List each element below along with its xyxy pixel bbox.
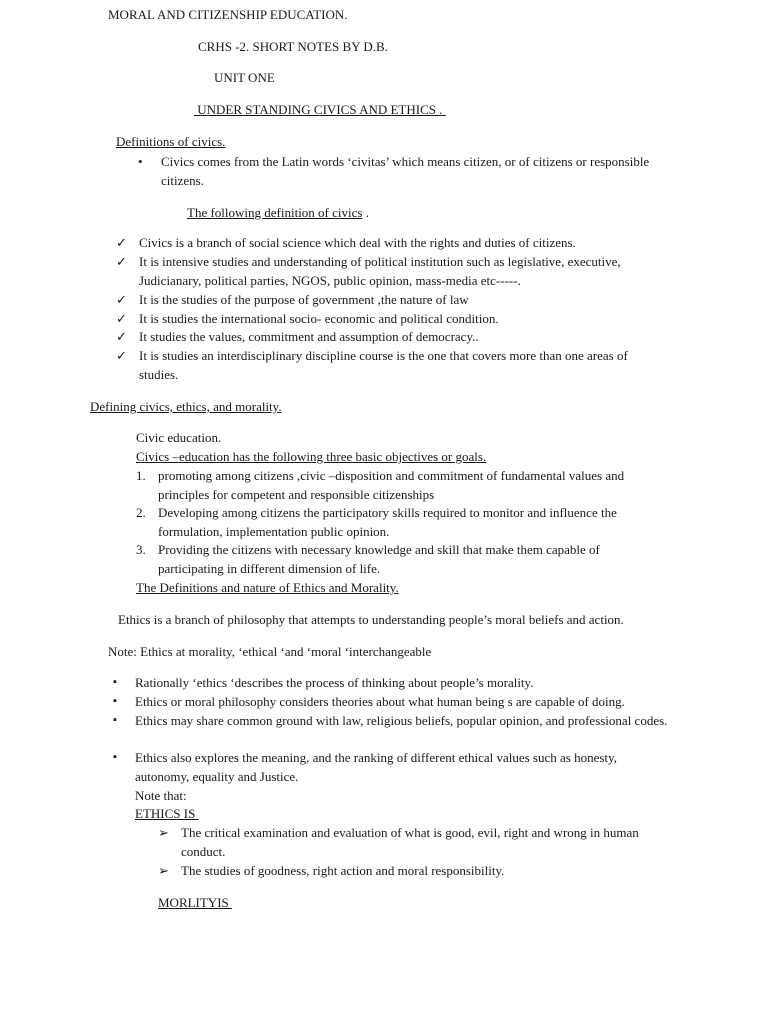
note-that-label: Note that:	[135, 788, 187, 803]
checkmark-icon: ✓	[116, 292, 127, 307]
bullet-icon: •	[138, 154, 143, 169]
ethics-is-text: The critical examination and evaluation of what is good, evil, right and wrong in human conduct.	[181, 825, 639, 859]
morality-heading: MORLITYIS	[158, 895, 233, 910]
ethics-item-text: Ethics may share common ground with law, religious beliefs, popular opinion, and professional codes.	[135, 713, 668, 728]
arrow-bullet-icon: ➢	[158, 825, 169, 840]
civic-education-label: Civic education.	[136, 430, 222, 445]
ethics-item-text: Rationally ‘ethics ‘describes the process of thinking about people’s morality.	[135, 675, 534, 690]
checkmark-icon: ✓	[116, 254, 127, 269]
unit-label: UNIT ONE	[214, 70, 275, 85]
following-heading	[187, 203, 369, 222]
check-item-text: It is intensive studies and understanding of political institution such as legislative, executive, Judicianary, political parties, NGOS, public opinion, mass-media etc-----.	[139, 254, 621, 288]
ethics-is-heading: ETHICS IS	[135, 806, 199, 821]
checkmark-icon: ✓	[116, 235, 127, 250]
ethics-note: Note: Ethics at morality, ‘ethical ‘and ‘moral ‘interchangeable	[108, 644, 432, 659]
square-bullet-icon: ▪	[113, 714, 117, 726]
checkmark-icon: ✓	[116, 329, 127, 344]
following-heading-text: The following definition of civics	[187, 205, 363, 220]
unit-title: UNDER STANDING CIVICS AND ETHICS .	[194, 102, 446, 117]
nature-heading: The Definitions and nature of Ethics and Morality.	[136, 580, 399, 595]
check-item-text: Civics is a branch of social science which deal with the rights and duties of citizens.	[139, 235, 576, 250]
square-bullet-icon: ▪	[113, 676, 117, 688]
arrow-bullet-icon: ➢	[158, 863, 169, 878]
objective-text: Developing among citizens the participatory skills required to monitor and influence the formulation, implementation public opinion.	[158, 505, 617, 539]
list-number: 1.	[136, 468, 146, 483]
square-bullet-icon: ▪	[113, 695, 117, 707]
ethics-item-text: Ethics also explores the meaning, and the ranking of different ethical values such as honesty, autonomy, equality and Justice.	[135, 750, 617, 784]
bullet-text: Civics comes from the Latin words ‘civitas’ which means citizen, or of citizens or responsible citizens.	[161, 154, 650, 188]
ethics-intro: Ethics is a branch of philosophy that attempts to understanding people’s moral beliefs and action.	[118, 612, 624, 627]
objective-text: promoting among citizens ,civic –disposition and commitment of fundamental values and principles for competent and responsible citizenships	[158, 468, 625, 502]
check-item-text: It is studies the international socio- economic and political condition.	[139, 311, 499, 326]
defining-heading: Defining civics, ethics, and morality.	[90, 399, 282, 414]
list-number: 3.	[136, 542, 146, 557]
list-item	[138, 152, 658, 192]
following-heading-suffix: .	[362, 205, 369, 220]
notes-subtitle: CRHS -2. SHORT NOTES BY D.B.	[198, 39, 388, 54]
objectives-heading: Civics –education has the following three basic objectives or goals.	[136, 449, 487, 464]
ethics-item-text: Ethics or moral philosophy considers theories about what human being s are capable of doing.	[135, 694, 625, 709]
checkmark-icon: ✓	[116, 348, 127, 363]
check-item-text: It studies the values, commitment and assumption of democracy..	[139, 329, 479, 344]
document-title: MORAL AND CITIZENSHIP EDUCATION.	[108, 7, 348, 22]
check-item-text: It is the studies of the purpose of government ,the nature of law	[139, 292, 469, 307]
square-bullet-icon: ▪	[113, 751, 117, 763]
ethics-is-text: The studies of goodness, right action and moral responsibility.	[181, 863, 505, 878]
objective-text: Providing the citizens with necessary knowledge and skill that make them capable of participating in different dimension of life.	[158, 542, 600, 576]
definitions-heading: Definitions of civics.	[116, 134, 226, 149]
checkmark-icon: ✓	[116, 311, 127, 326]
list-number: 2.	[136, 505, 146, 520]
check-item-text: It is studies an interdisciplinary discipline course is the one that covers more than one areas of studies.	[139, 348, 628, 382]
